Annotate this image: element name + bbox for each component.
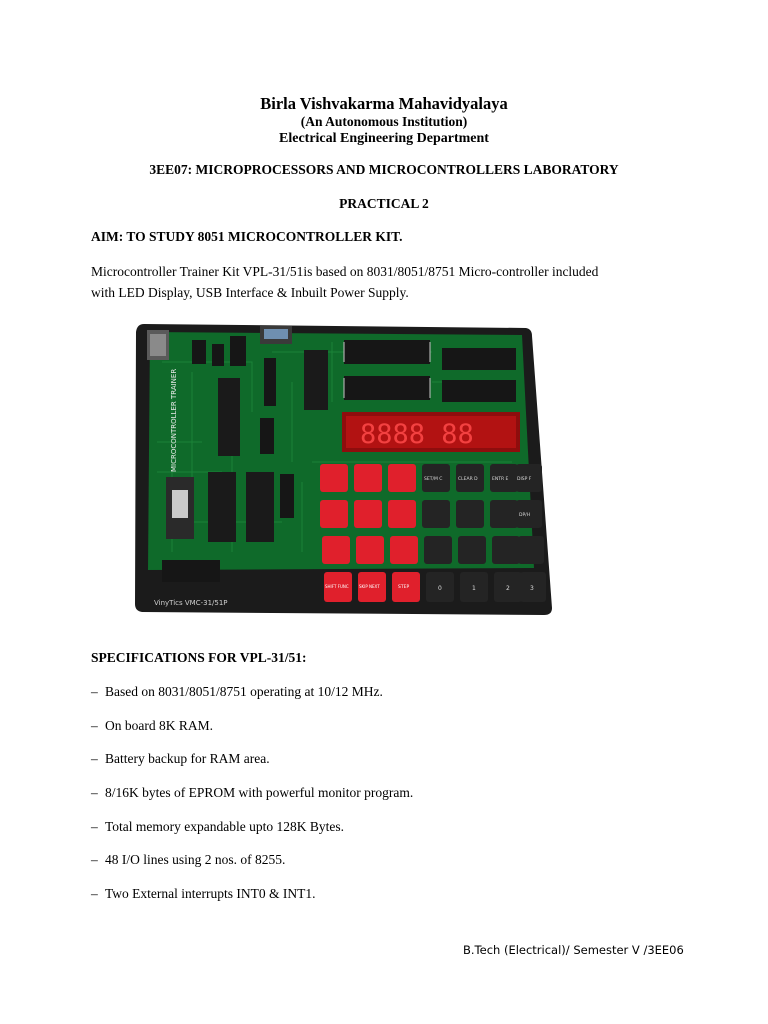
key-label-1: 1 xyxy=(472,585,476,592)
key-label-2: 2 xyxy=(506,585,510,592)
key-label-skip: SKIP NEXT xyxy=(359,584,380,589)
list-item xyxy=(91,852,413,886)
key-label-disp: DISP F xyxy=(517,477,532,482)
list-item xyxy=(91,718,413,752)
intro-line-1: Microcontroller Trainer Kit VPL-31/51is based on 8031/8051/8751 Micro-controller included xyxy=(91,264,599,279)
key-label-0: 0 xyxy=(438,585,442,592)
keypad-key[interactable] xyxy=(322,536,350,564)
led-display-digits: 8888 88 xyxy=(360,419,474,450)
ic-chip xyxy=(246,472,274,542)
list-item xyxy=(91,886,413,920)
keypad-key[interactable] xyxy=(320,500,348,528)
ic-chip xyxy=(442,348,516,370)
list-dash: – xyxy=(91,785,98,801)
course-title: 3EE07: MICROPROCESSORS AND MICROCONTROLLERS LABORATORY xyxy=(149,162,619,177)
intro-paragraph xyxy=(91,261,691,303)
keypad-key[interactable] xyxy=(422,500,450,528)
key-label-3: 3 xyxy=(530,585,534,592)
key-label-dph: DP/H xyxy=(519,513,531,518)
ic-chip xyxy=(280,474,294,518)
institution-subtitle: (An Autonomous Institution) xyxy=(300,114,468,129)
ic-chip xyxy=(230,336,246,366)
ic-chip xyxy=(192,340,206,364)
page-footer: B.Tech (Electrical)/ Semester V /3EE06 xyxy=(463,943,684,957)
keypad-key[interactable] xyxy=(354,464,382,492)
ic-chip xyxy=(260,418,274,454)
list-item xyxy=(91,785,413,819)
spec-text: Battery backup for RAM area. xyxy=(105,751,270,767)
keypad-key[interactable] xyxy=(490,500,518,528)
keypad-key[interactable] xyxy=(456,500,484,528)
list-dash: – xyxy=(91,684,98,699)
ic-chip xyxy=(344,376,430,400)
spec-text: 48 I/O lines using 2 nos. of 8255. xyxy=(105,852,286,868)
ic-chip xyxy=(304,350,328,410)
spec-text: Total memory expandable upto 128K Bytes. xyxy=(105,818,345,834)
practical-number: PRACTICAL 2 xyxy=(339,196,429,211)
keypad-key[interactable] xyxy=(320,464,348,492)
specifications-heading: SPECIFICATIONS FOR VPL-31/51: xyxy=(91,650,307,665)
key-label-step: STEP xyxy=(398,585,410,590)
ic-chip xyxy=(208,472,236,542)
keypad-key[interactable] xyxy=(354,500,382,528)
list-item xyxy=(91,819,413,853)
aim-heading: AIM: TO STUDY 8051 MICROCONTROLLER KIT. xyxy=(91,229,403,244)
ic-chip xyxy=(442,380,516,402)
keypad-key[interactable] xyxy=(388,500,416,528)
list-dash: – xyxy=(91,751,98,767)
spec-text: On board 8K RAM. xyxy=(105,717,213,733)
keypad-key[interactable] xyxy=(356,536,384,564)
ic-chip xyxy=(264,358,276,406)
list-dash: – xyxy=(91,818,98,834)
department-name: Electrical Engineering Department xyxy=(279,131,489,146)
specifications-list xyxy=(91,684,413,920)
key-label-entr: ENTR E xyxy=(492,477,509,482)
kit-brand-label: VinyTics VMC-31/51P xyxy=(154,599,228,607)
intro-line-2: with LED Display, USB Interface & Inbuilt Power Supply. xyxy=(91,285,409,300)
keypad-key[interactable] xyxy=(518,536,544,564)
key-label-clear: CLEAR D xyxy=(458,477,478,482)
keypad-key[interactable] xyxy=(424,536,452,564)
list-dash: – xyxy=(91,717,98,733)
keypad-key[interactable] xyxy=(492,536,520,564)
spec-text: 8/16K bytes of EPROM with powerful monitor program. xyxy=(105,785,414,801)
spec-text: Two External interrupts INT0 & INT1. xyxy=(105,886,316,902)
key-label-shift: SHIFT FUNC xyxy=(325,584,349,589)
ic-chip xyxy=(162,560,220,582)
spec-text: Based on 8031/8051/8751 operating at 10/12 MHz. xyxy=(105,684,383,699)
list-dash: – xyxy=(91,852,98,868)
ic-chip xyxy=(344,340,430,364)
ic-chip xyxy=(218,378,240,456)
institution-name: Birla Vishvakarma Mahavidyalaya xyxy=(260,94,508,113)
kit-side-label: MICROCONTROLLER TRAINER xyxy=(170,368,178,472)
list-dash: – xyxy=(91,886,98,902)
keypad-key[interactable] xyxy=(458,536,486,564)
key-label-setm: SET/M C xyxy=(424,477,443,482)
keypad-key[interactable] xyxy=(388,464,416,492)
list-item xyxy=(91,751,413,785)
trainer-kit-photo xyxy=(132,322,554,620)
list-item xyxy=(91,684,413,718)
keypad-key[interactable] xyxy=(390,536,418,564)
ic-chip xyxy=(212,344,224,366)
